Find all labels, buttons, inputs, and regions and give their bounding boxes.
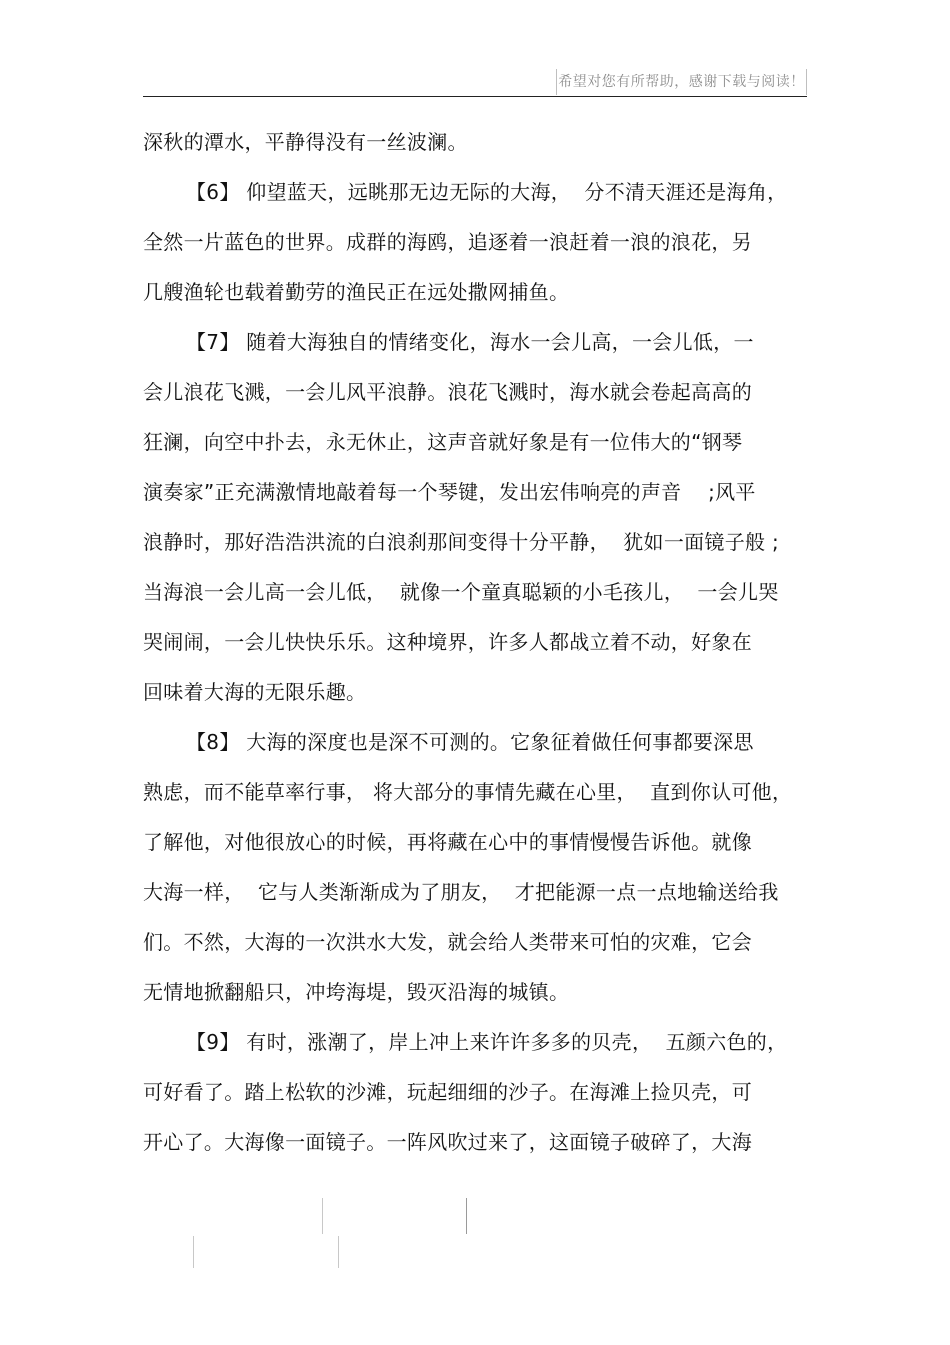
text-line: 们。不然，大海的一次洪水大发，就会给人类带来可怕的灾难，它会: [143, 930, 752, 954]
paragraph-8-line: 【8】 大海的深度也是深不可测的。它象征着做任何事都要深思: [186, 730, 754, 754]
paragraph-6-line: 【6】 仰望蓝天，远眺那无边无际的大海， 分不清天涯还是海角，: [186, 180, 788, 204]
text-line: 几艘渔轮也载着勤劳的渔民正在远处撒网捕鱼。: [143, 280, 570, 304]
text-line: 当海浪一会儿高一会儿低， 就像一个童真聪颖的小毛孩儿， 一会儿哭: [143, 580, 779, 604]
scan-artifact-line: [338, 1236, 339, 1268]
text-line: 哭闹闹，一会儿快快乐乐。这种境界，许多人都战立着不动，好象在: [143, 630, 752, 654]
header-rule: [143, 96, 807, 97]
scan-artifact-line: [466, 1198, 467, 1234]
text-line: 了解他，对他很放心的时候，再将藏在心中的事情慢慢告诉他。就像: [143, 830, 752, 854]
text-line: 大海一样， 它与人类渐渐成为了朋友， 才把能源一点一点地输送给我: [143, 880, 779, 904]
text-line: 熟虑，而不能草率行事， 将大部分的事情先藏在心里， 直到你认可他，: [143, 780, 793, 804]
scan-artifact-line: [193, 1236, 194, 1268]
text-line: 回味着大海的无限乐趣。: [143, 680, 367, 704]
text-line: 狂澜，向空中扑去，永无休止，这声音就好象是有一位伟大的“钢琴: [143, 430, 743, 454]
text-line: 全然一片蓝色的世界。成群的海鸥，追逐着一浪赶着一浪的浪花，另: [143, 230, 752, 254]
text-line: 开心了。大海像一面镜子。一阵风吹过来了，这面镜子破碎了，大海: [143, 1130, 752, 1154]
text-line: 浪静时，那好浩浩洪流的白浪刹那间变得十分平静， 犹如一面镜子般 ;: [143, 530, 780, 554]
header-note: 希望对您有所帮助，感谢下载与阅读！: [556, 69, 807, 95]
scan-artifact-line: [322, 1198, 323, 1234]
paragraph-9-line: 【9】 有时，涨潮了，岸上冲上来许许多多的贝壳， 五颜六色的，: [186, 1030, 788, 1054]
text-line: 演奏家”正充满激情地敲着每一个琴键，发出宏伟响亮的声音 ;风平: [143, 480, 756, 504]
text-line: 无情地掀翻船只，冲垮海堤，毁灭沿海的城镇。: [143, 980, 570, 1004]
text-line: 会儿浪花飞溅，一会儿风平浪静。浪花飞溅时，海水就会卷起高高的: [143, 380, 752, 404]
text-line: 可好看了。踏上松软的沙滩，玩起细细的沙子。在海滩上捡贝壳，可: [143, 1080, 752, 1104]
text-line: 深秋的潭水，平静得没有一丝波澜。: [143, 130, 468, 154]
paragraph-7-line: 【7】 随着大海独自的情绪变化，海水一会儿高，一会儿低，一: [186, 330, 754, 354]
